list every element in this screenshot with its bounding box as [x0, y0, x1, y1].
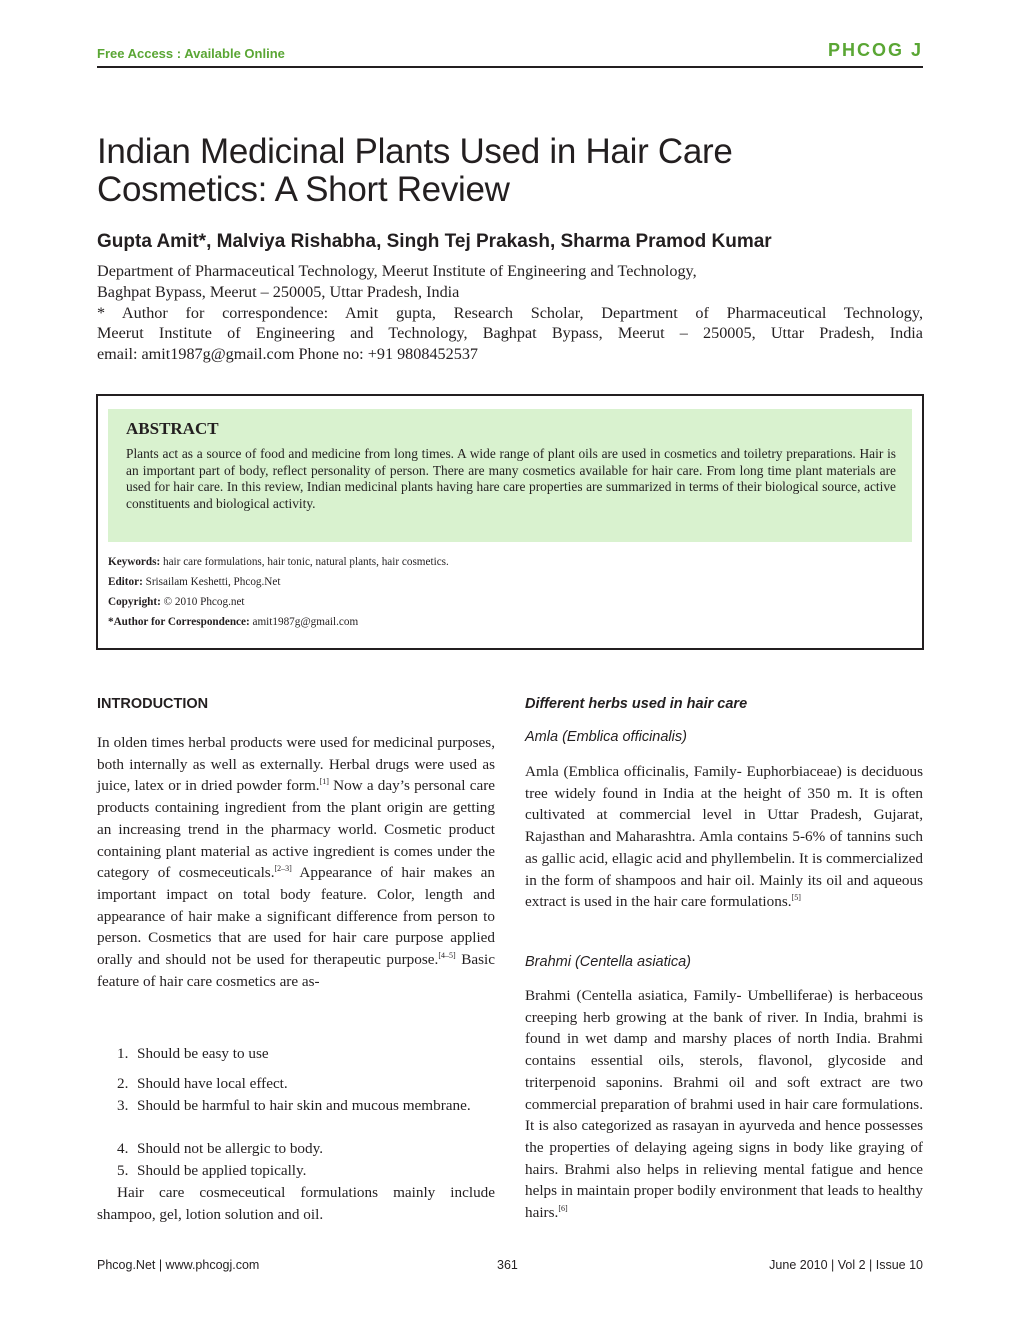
intro-text: Now a day’s personal care products containing ingredient from the plant origin are getting an increasing trend in the pharmacy world. Cosmetic product containing plant material as active ingredient is comes under the category of cosmeceuticals. [97, 777, 495, 882]
citation[interactable]: [1] [319, 777, 329, 787]
copyright-label: Copyright: [108, 596, 161, 608]
list-item [117, 1160, 475, 1182]
introduction-heading: INTRODUCTION [97, 696, 209, 712]
amla-text: Amla (Emblica officinalis, Family- Euphorbiaceae) is deciduous tree widely found in India at the height of 350 m. It is often cultivated at commercial level in Uttar Pradesh, Gujarat, Rajasthan and Maharashtra. Amla contains 5-6% of tannins such as gallic acid, ellagic acid and phyllembelin. It is commercialized in the form of shampoos and hair oil. Mainly its oil and aqueous extract is used in the hair care formulations. [525, 763, 923, 911]
title-line-2: Cosmetics: A Short Review [97, 170, 510, 209]
list-item [117, 1138, 475, 1160]
herbs-heading: Different herbs used in hair care [525, 696, 748, 712]
footer-issue: June 2010 | Vol 2 | Issue 10 [769, 1258, 923, 1272]
amla-heading: Amla (Emblica officinalis) [525, 729, 687, 745]
intro-text: Basic feature of hair care cosmetics are as- [97, 951, 495, 990]
affiliation-line: Baghpat Bypass, Meerut – 250005, Uttar Pradesh, India [97, 282, 460, 301]
journal-logo: PHCOG J [827, 40, 923, 60]
list-text: Should be harmful to hair skin and mucous membrane. [137, 1097, 471, 1114]
list-number: 3. [117, 1097, 129, 1114]
list-number: 5. [117, 1162, 129, 1179]
list-item [117, 1043, 475, 1065]
contact-line: email: amit1987g@gmail.com Phone no: +91 9808452537 [97, 345, 479, 364]
list-text: Should be applied topically. [137, 1162, 307, 1179]
abstract-text: Plants act as a source of food and medicine from long times. A wide range of plant oils are used in cosmetics and toiletry preparations. Hair is an important part of body, reflect personality of person. There are many cosmetics available for hair care. From long time plant materials are used for hair care. In this review, Indian medicinal plants having hare care properties are summarized in terms of their biological source, active constituents and biological activity. [126, 446, 896, 512]
copyright-line [108, 596, 245, 608]
list-text: Should not be allergic to body. [137, 1140, 324, 1157]
affiliation-line: Department of Pharmaceutical Technology, Meerut Institute of Engineering and Technology, [97, 262, 697, 280]
brahmi-paragraph [525, 985, 923, 1224]
header-divider [97, 66, 923, 68]
correspondence-value: amit1987g@gmail.com [252, 616, 359, 628]
list-number: 4. [117, 1140, 129, 1157]
editor-label: Editor: [108, 576, 143, 588]
correspondence-line: * Author for correspondence: Amit gupta, Research Scholar, Department of Pharmaceutical Technology, [97, 303, 923, 322]
editor-line [108, 576, 280, 588]
copyright-value: © 2010 Phcog.net [163, 596, 245, 608]
correspondence-line: Meerut Institute of Engineering and Technology, Baghpat Bypass, Meerut – 250005, Uttar Pradesh, India [97, 324, 923, 343]
affiliation-block [97, 261, 923, 365]
keywords-line [108, 556, 449, 568]
author-list: Gupta Amit*, Malviya Rishabha, Singh Tej Prakash, Sharma Pramod Kumar [97, 231, 772, 252]
brahmi-heading: Brahmi (Centella asiatica) [525, 954, 692, 970]
brahmi-text: Brahmi (Centella asiatica, Family- Umbelliferae) is herbaceous creeping herb growing at the bank of river. In India, brahmi is found in wet damp and marshy places of north India. Brahmi contains essential oils, sterols, flavonol, glycoside and triterpenoid saponins. Brahmi oil and soft extract are two commercial preparation of brahmi used in hair care formulations. It is also categorized as rasayan in ayurveda and hence possesses the properties of delaying ageing signs in body like graying of hairs. Brahmi also helps in relieving mental fatigue and hence helps in maintain proper bodily environment that leads to healthy hairs. [525, 987, 923, 1222]
list-number: 2. [117, 1075, 129, 1092]
intro-text: Appearance of hair makes an important impact on total body feature. Color, length and appearance of hair make a significant difference from person to person. Cosmetics that are used for hair care purpose applied orally and should not be used for therapeutic purpose. [97, 864, 495, 969]
article-title [97, 133, 923, 209]
correspondence-label: *Author for Correspondence: [108, 616, 250, 628]
intro-text: In olden times herbal products were used for medicinal purposes, both internally as well as externally. Herbal drugs were used as juice, latex or in dried powder form. [97, 734, 495, 795]
page-number: 361 [497, 1258, 518, 1272]
editor-value: Srisailam Keshetti, Phcog.Net [145, 576, 281, 588]
introduction-closing-paragraph: Hair care cosmeceutical formulations mainly include shampoo, gel, lotion solution and oil. [97, 1184, 495, 1223]
list-text: Should be easy to use [137, 1045, 269, 1062]
footer-site: Phcog.Net | www.phcogj.com [97, 1258, 260, 1272]
citation[interactable]: [6] [558, 1203, 568, 1213]
title-line-1: Indian Medicinal Plants Used in Hair Care [97, 132, 733, 171]
header-access-label: Free Access : Available Online [97, 46, 285, 61]
amla-paragraph [525, 761, 923, 913]
citation[interactable]: [4–5] [438, 950, 456, 960]
correspondence-meta-line [108, 616, 358, 628]
abstract-heading: ABSTRACT [126, 419, 219, 438]
list-item [117, 1073, 475, 1095]
citation[interactable]: [2–3] [274, 864, 292, 874]
keywords-label: Keywords: [108, 556, 161, 568]
introduction-paragraph [97, 732, 495, 992]
list-text: Should have local effect. [137, 1075, 288, 1092]
list-item [117, 1095, 475, 1139]
citation[interactable]: [5] [791, 893, 801, 903]
list-number: 1. [117, 1045, 129, 1062]
keywords-value: hair care formulations, hair tonic, natural plants, hair cosmetics. [163, 556, 449, 568]
